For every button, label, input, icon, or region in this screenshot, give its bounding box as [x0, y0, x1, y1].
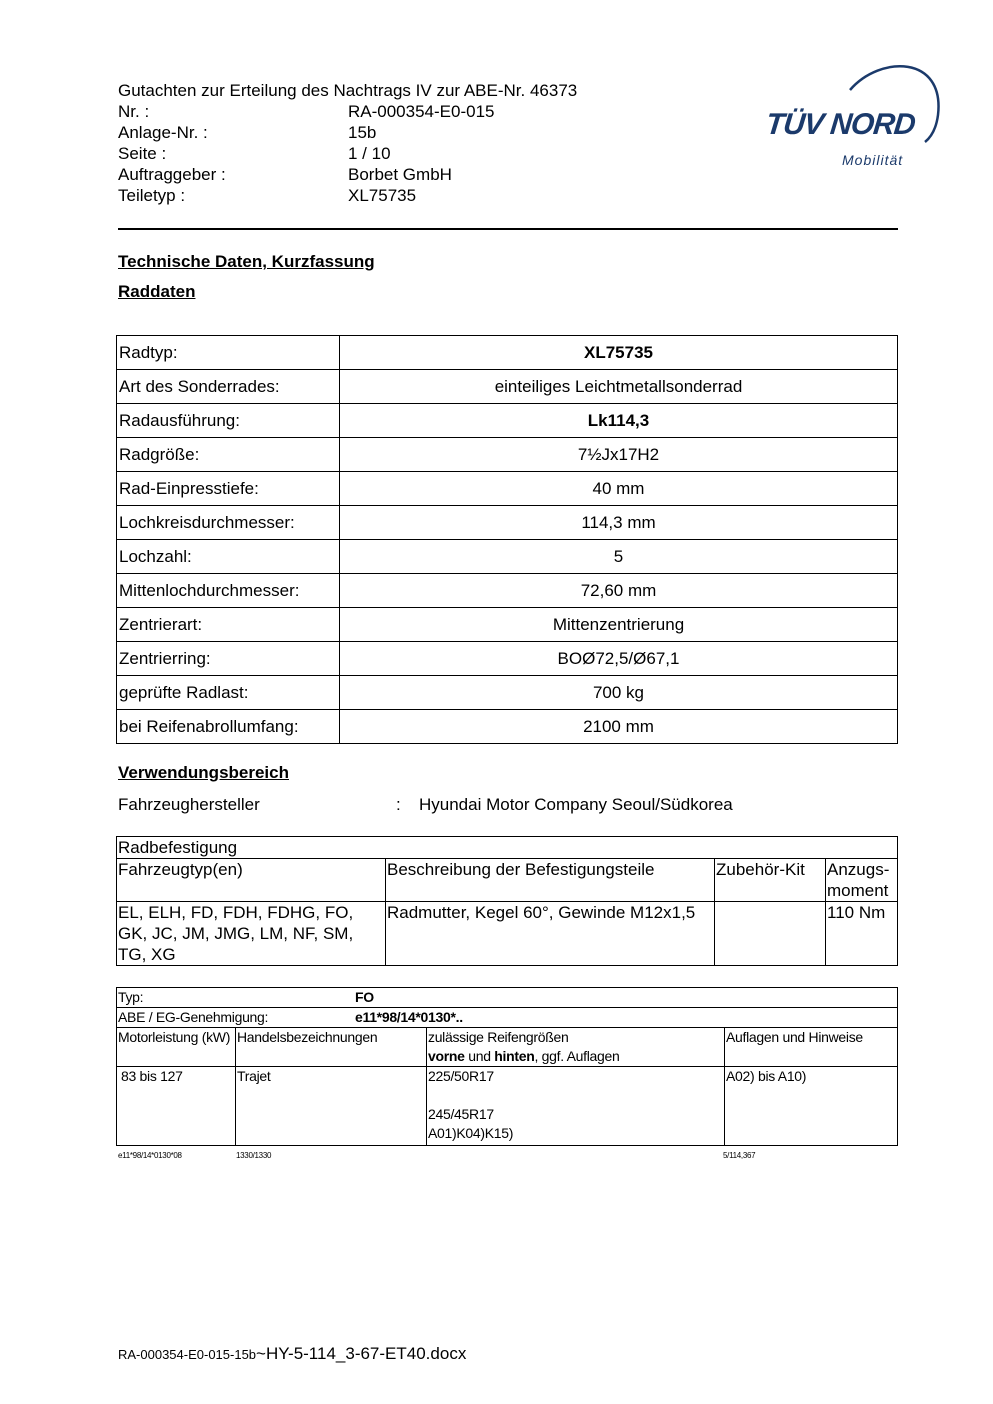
- fahrzeughersteller-line: [118, 795, 733, 815]
- row-label: Radausführung:: [117, 404, 340, 438]
- cell-zubehoer-kit: [715, 902, 826, 966]
- table-header-row: [117, 859, 898, 902]
- header-beschreibung: Beschreibung der Befestigungsteile: [386, 859, 715, 902]
- section-raddaten: Raddaten: [118, 282, 196, 301]
- fahrzeughersteller-sep: :: [396, 795, 401, 814]
- typ-label: Typ:: [118, 989, 144, 1005]
- row-value: 7½Jx17H2: [340, 438, 898, 472]
- table-row: [117, 1067, 898, 1146]
- row-label: bei Reifenabrollumfang:: [117, 710, 340, 744]
- cell-handelsbezeichnung: Trajet: [236, 1067, 427, 1146]
- table-row: [117, 642, 898, 676]
- section-technische-daten: Technische Daten, Kurzfassung: [118, 252, 375, 271]
- reifen-hinten: hinten: [494, 1048, 535, 1064]
- table-row: [117, 988, 898, 1008]
- header-motorleistung: Motorleistung (kW): [117, 1028, 236, 1067]
- table-row: [117, 574, 898, 608]
- typ-table: [116, 987, 898, 1146]
- note-abe: e11*98/14*0130*08: [118, 1151, 182, 1160]
- table-row: [117, 608, 898, 642]
- note-code: 1330/1330: [236, 1151, 272, 1160]
- header-label: Nr. :: [118, 102, 150, 121]
- table-header-row: [117, 1028, 898, 1067]
- header-divider: [118, 228, 898, 230]
- header-auflagen: Auflagen und Hinweise: [725, 1028, 898, 1067]
- header-value: 1 / 10: [348, 144, 391, 163]
- reifen-header-line1: zulässige Reifengrößen: [428, 1029, 569, 1045]
- raddaten-table: [116, 335, 898, 744]
- abe-row: [117, 1008, 898, 1028]
- row-label: Art des Sonderrades:: [117, 370, 340, 404]
- header-value: RA-000354-E0-015: [348, 102, 495, 121]
- note-lk: 5/114,367: [723, 1151, 756, 1160]
- reifen-line3: A01)K04)K15): [428, 1125, 514, 1141]
- row-label: geprüfte Radlast:: [117, 676, 340, 710]
- row-value: 700 kg: [340, 676, 898, 710]
- row-value: einteiliges Leichtmetallsonderrad: [340, 370, 898, 404]
- row-label: Zentrierring:: [117, 642, 340, 676]
- header-label: Seite :: [118, 144, 167, 163]
- document-title: Gutachten zur Erteilung des Nachtrags IV zur ABE-Nr. 46373: [118, 81, 578, 100]
- header-label: Teiletyp :: [118, 186, 186, 205]
- row-label: Radtyp:: [117, 336, 340, 370]
- header-row-teiletyp: [118, 185, 577, 206]
- reifen-line1: 225/50R17: [428, 1068, 494, 1084]
- radbefestigung-table: [116, 836, 898, 966]
- header-fahrzeugtypen: Fahrzeugtyp(en): [117, 859, 386, 902]
- footer-filename: [118, 1344, 466, 1364]
- typ-row: [117, 988, 898, 1008]
- reifen-rest: , ggf. Auflagen: [534, 1048, 620, 1064]
- table-row: [117, 1008, 898, 1028]
- reifen-header-line2: [428, 1047, 723, 1066]
- spacer: [428, 1086, 723, 1105]
- abe-value: e11*98/14*0130*..: [355, 1009, 463, 1025]
- header-row-nr: [118, 101, 577, 122]
- table-row: [117, 837, 898, 859]
- document-header: [118, 80, 577, 206]
- table-row: [117, 438, 898, 472]
- radbefestigung-title: Radbefestigung: [117, 837, 898, 859]
- table-row: [117, 506, 898, 540]
- logo-subtitle: Mobilität: [842, 152, 904, 168]
- row-value: 2100 mm: [340, 710, 898, 744]
- header-row-seite: [118, 143, 577, 164]
- footer-suffix: ~HY-5-114_3-67-ET40.docx: [256, 1344, 467, 1363]
- fahrzeughersteller-label: Fahrzeughersteller: [118, 795, 260, 814]
- section-verwendungsbereich: Verwendungsbereich: [118, 763, 289, 782]
- reifen-vorne: vorne: [428, 1048, 465, 1064]
- row-value: XL75735: [340, 336, 898, 370]
- row-label: Radgröße:: [117, 438, 340, 472]
- cell-anzugsmoment: 110 Nm: [826, 902, 898, 966]
- header-zubehoer-kit: Zubehör-Kit: [715, 859, 826, 902]
- header-value: 15b: [348, 123, 377, 142]
- row-value: Mittenzentrierung: [340, 608, 898, 642]
- cell-fahrzeugtypen: EL, ELH, FD, FDH, FDHG, FO, GK, JC, JM, JMG, LM, NF, SM, TG, XG: [117, 902, 386, 966]
- cell-auflagen: A02) bis A10): [725, 1067, 898, 1146]
- table-row: [117, 902, 898, 966]
- row-value: BOØ72,5/Ø67,1: [340, 642, 898, 676]
- tuv-nord-logo: [760, 60, 940, 170]
- table-row: [117, 370, 898, 404]
- table-row: [117, 336, 898, 370]
- row-value: 40 mm: [340, 472, 898, 506]
- header-row-anlage: [118, 122, 577, 143]
- reifen-line2: 245/45R17: [428, 1106, 494, 1122]
- row-label: Zentrierart:: [117, 608, 340, 642]
- typ-value: FO: [355, 989, 374, 1005]
- cell-motorleistung: 83 bis 127: [117, 1067, 236, 1146]
- table-row: [117, 472, 898, 506]
- footer-prefix: RA-000354-E0-015-15b: [118, 1347, 257, 1362]
- row-value: 114,3 mm: [340, 506, 898, 540]
- row-label: Mittenlochdurchmesser:: [117, 574, 340, 608]
- table-row: [117, 404, 898, 438]
- header-label: Anlage-Nr. :: [118, 123, 208, 142]
- header-value: Borbet GmbH: [348, 165, 452, 184]
- header-anzugsmoment: Anzugs-moment: [826, 859, 898, 902]
- row-value: Lk114,3: [340, 404, 898, 438]
- header-handelsbezeichnungen: Handelsbezeichnungen: [236, 1028, 427, 1067]
- reifen-und: und: [468, 1048, 491, 1064]
- logo-brand: TÜV NORD: [764, 108, 917, 141]
- header-label: Auftraggeber :: [118, 165, 226, 184]
- table-row: [117, 676, 898, 710]
- header-value: XL75735: [348, 186, 417, 205]
- row-label: Rad-Einpresstiefe:: [117, 472, 340, 506]
- row-label: Lochzahl:: [117, 540, 340, 574]
- cell-reifengroessen: [427, 1067, 725, 1146]
- abe-label: ABE / EG-Genehmigung:: [118, 1009, 269, 1025]
- fahrzeughersteller-value: Hyundai Motor Company Seoul/Südkorea: [419, 795, 733, 814]
- header-row-auftraggeber: [118, 164, 577, 185]
- table-row: [117, 710, 898, 744]
- row-value: 72,60 mm: [340, 574, 898, 608]
- table-row: [117, 540, 898, 574]
- row-value: 5: [340, 540, 898, 574]
- cell-beschreibung: Radmutter, Kegel 60°, Gewinde M12x1,5: [386, 902, 715, 966]
- header-reifengroessen: [427, 1028, 725, 1067]
- row-label: Lochkreisdurchmesser:: [117, 506, 340, 540]
